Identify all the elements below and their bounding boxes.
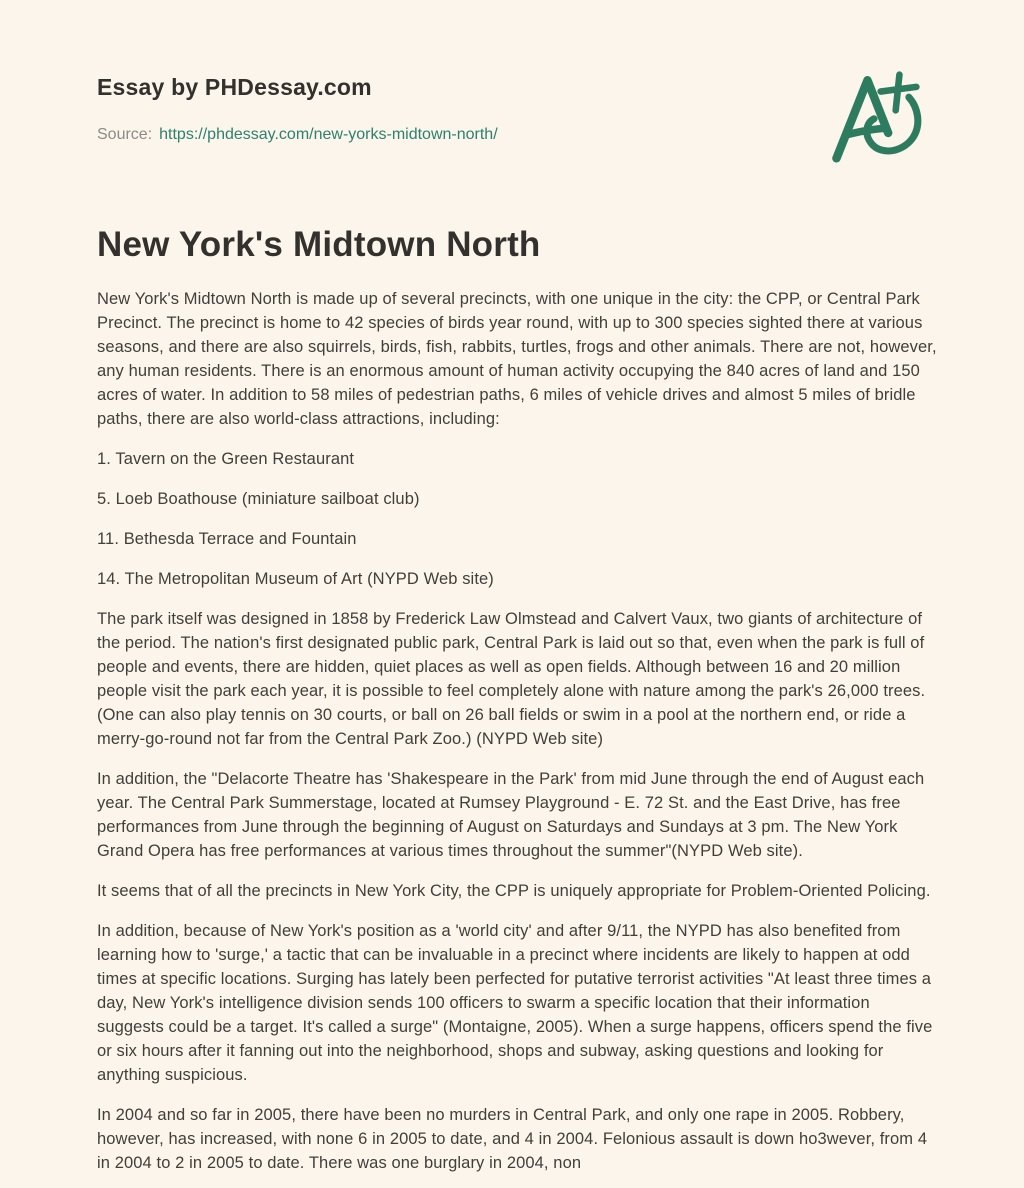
list-item-attraction-2: 5. Loeb Boathouse (miniature sailboat club) xyxy=(97,490,420,508)
list-item-attraction-1: 1. Tavern on the Green Restaurant xyxy=(97,450,355,468)
essay-body xyxy=(97,287,939,1175)
a-plus-logo-icon xyxy=(828,66,922,166)
source-link[interactable]: https://phdessay.com/new-yorks-midtown-north/ xyxy=(159,126,498,143)
paragraph-crime-stats: In 2004 and so far in 2005, there have been no murders in Central Park, and only one rape in 2005. Robbery, however, has increased, with none 6 in 2005 to date, and 4 in 2004. Felonious assault is down ho3wever, from 4 in 2004 to 2 in 2005 to date. There was one burglary in 2004, non xyxy=(97,1106,928,1172)
paragraph-pop: It seems that of all the precincts in New York City, the CPP is uniquely appropriate for Problem-Oriented Policing. xyxy=(97,882,931,900)
essay-title: New York's Midtown North xyxy=(97,225,541,264)
paragraph-surge: In addition, because of New York's position as a 'world city' and after 9/11, the NYPD has also benefited from learning how to 'surge,' a tactic that can be invaluable in a precinct where incidents are likely to happen at odd times at specific locations. Surging has lately been perfected for putative terrorist activities "At least three times a day, New York's intelligence division sends 100 officers to swarm a specific location that their information suggests could be a target. It's called a surge" (Montaigne, 2005). When a surge happens, officers spend the five or six hours after it fanning out into the neighborhood, shops and subway, asking questions and looking for anything suspicious. xyxy=(97,922,933,1084)
brand-title: Essay by PHDessay.com xyxy=(97,74,372,100)
list-item-attraction-3: 11. Bethesda Terrace and Fountain xyxy=(97,530,357,548)
phdessay-logo xyxy=(828,66,922,166)
paragraph-intro: New York's Midtown North is made up of several precincts, with one unique in the city: the CPP, or Central Park Precinct. The precinct is home to 42 species of birds year round, with up to 300 species sighted there at various seasons, and there are also squirrels, birds, fish, rabbits, turtles, frogs and other animals. There are not, however, any human residents. There is an enormous amount of human activity occupying the 840 acres of land and 150 acres of water. In addition to 58 miles of pedestrian paths, 6 miles of vehicle drives and almost 5 miles of bridle paths, there are also world-class attractions, including: xyxy=(97,290,937,428)
source-row xyxy=(97,125,939,144)
list-item-attraction-4: 14. The Metropolitan Museum of Art (NYPD Web site) xyxy=(97,570,494,588)
paragraph-delacorte: In addition, the "Delacorte Theatre has 'Shakespeare in the Park' from mid June through the end of August each year. The Central Park Summerstage, located at Rumsey Playground - E. 72 St. and the East Drive, has free performances from June through the beginning of August on Saturdays and Sundays at 3 pm. The New York Grand Opera has free performances at various times throughout the summer"(NYPD Web site). xyxy=(97,770,925,860)
paragraph-park-design: The park itself was designed in 1858 by Frederick Law Olmstead and Calvert Vaux, two giants of architecture of the period. The nation's first designated public park, Central Park is laid out so that, even when the park is full of people and events, there are hidden, quiet places as well as open fields. Although between 16 and 20 million people visit the park each year, it is possible to feel completely alone with nature among the park's 26,000 trees. (One can also play tennis on 30 courts, or ball on 26 ball fields or swim in a pool at the northern end, or ride a merry-go-round not far from the Central Park Zoo.) (NYPD Web site) xyxy=(97,610,926,748)
essay-content xyxy=(97,74,939,1188)
source-label: Source: xyxy=(97,126,153,143)
